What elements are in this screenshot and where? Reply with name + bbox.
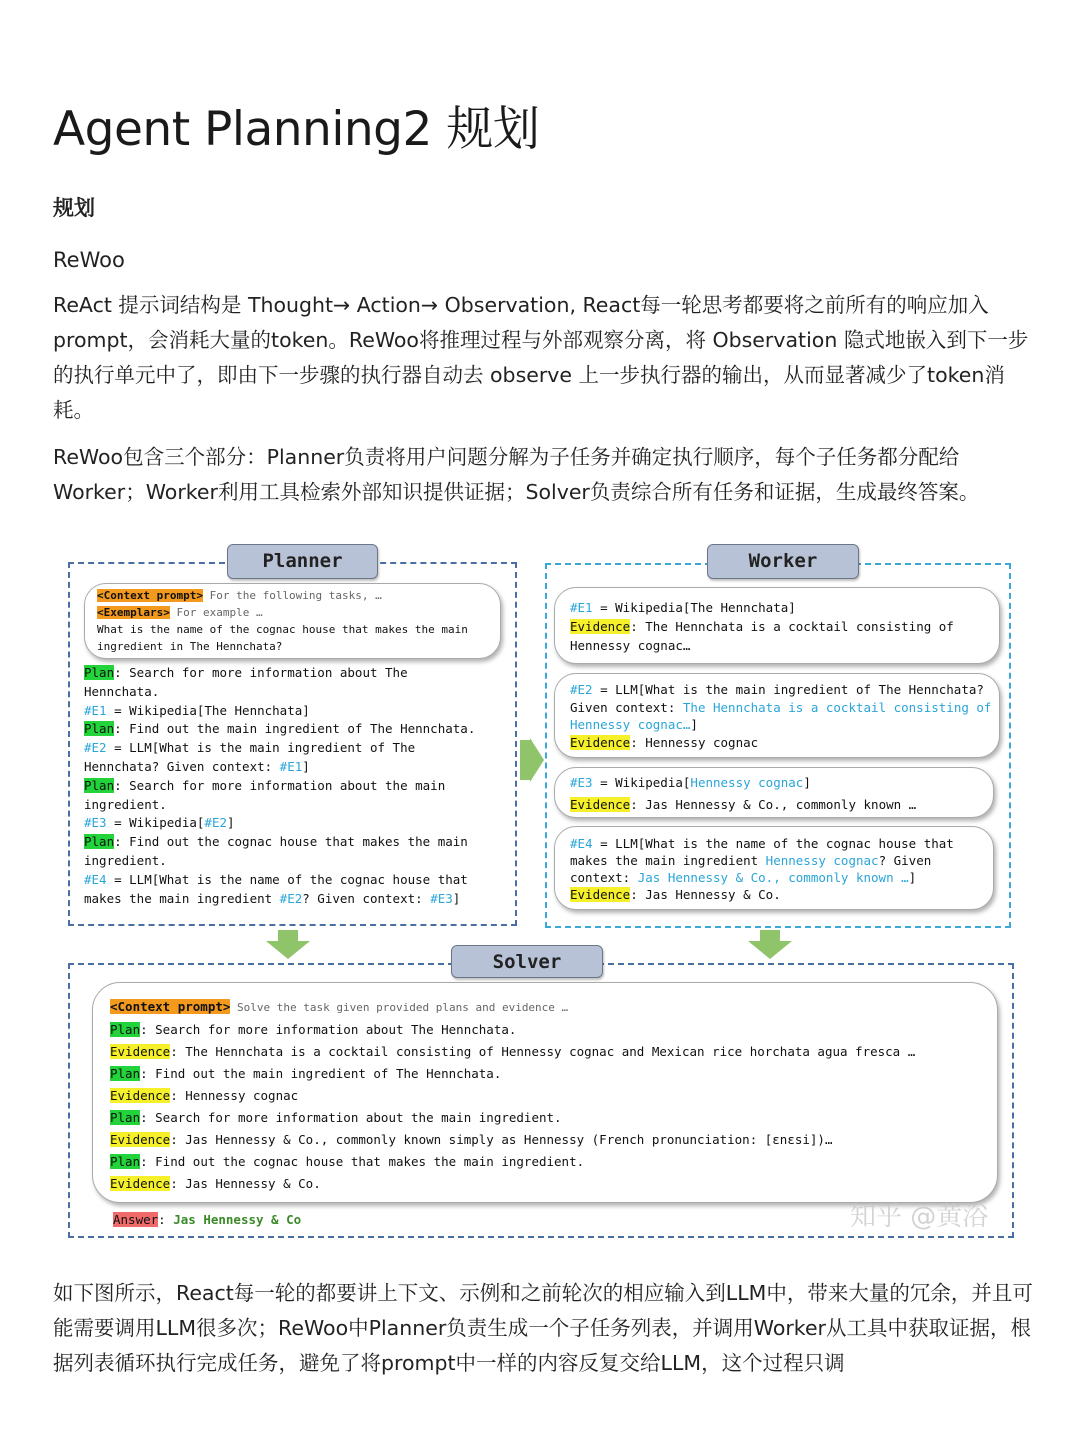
text-segment: Solve the task given provided plans and evidence … [230,1001,569,1014]
text-segment: : Jas Hennessy & Co. [630,887,781,902]
text-segment: : Jas Hennessy & Co., commonly known simply as Hennessy (French pronunciation: [ɛnɛsi])… [170,1132,833,1147]
text-line [84,833,475,852]
text-segment: ] [908,870,917,885]
text-line [110,1151,915,1173]
text-segment: makes the main ingredient [570,853,766,868]
text-segment: : Find out the cognac house that makes the main ingredient. [140,1154,585,1169]
text-line [570,869,954,886]
text-segment: Given context: [570,699,683,715]
text-line [110,1063,915,1085]
text-line [84,720,475,739]
text-line [97,638,468,655]
evidence-tag: Evidence [570,887,631,902]
paragraph-rewoo-parts: ReWoo包含三个部分：Planner负责将用户问题分解为子任务并确定执行顺序，每个子任务都分配给Worker；Worker利用工具检索外部知识提供证据；Solver负责综合所有任务和证据，生成最终答案。 [53,445,980,504]
plan-tag: Plan [110,1022,141,1037]
text-segment: ? Given [878,853,932,868]
text-segment: Hennessy cognac [765,853,879,868]
planner-context-text [97,587,468,655]
text-segment: #E2 [570,682,593,697]
text-segment: = LLM[What is the name of the cognac house that [106,871,468,887]
solver-answer [113,1211,301,1230]
text-line [570,772,916,794]
section-heading: 规划 [53,196,95,220]
text-line [84,683,475,702]
evidence-tag: Evidence [570,797,631,812]
text-line [570,734,991,752]
planner-plan-text [84,664,475,908]
text-segment: #E3 [430,890,453,906]
text-segment: = LLM[What is the name of the cognac house that [592,836,954,851]
prompt-tag: <Exemplars> [97,606,170,619]
text-segment: : Find out the main ingredient of The Hennchata. [140,1066,502,1081]
prompt-tag: <Context prompt> [110,999,231,1014]
text-line [570,636,954,655]
arrow-right-stem [520,740,530,780]
text-line [84,796,475,815]
text-segment: : Find out the main ingredient of The Hennchata. [114,721,476,737]
text-line [110,1041,915,1063]
solver-text [110,996,915,1195]
text-line [570,794,916,816]
text-line [570,617,954,636]
worker-e4-text [570,835,954,903]
text-segment: Jas Hennessy & Co [173,1212,302,1227]
text-line [110,1107,915,1129]
plan-tag: Plan [84,721,115,737]
text-line [570,835,954,852]
text-segment: : The Hennchata is a cocktail consisting of Hennessy cognac and Mexican rice horchata agua fresca … [170,1044,916,1059]
answer-tag: Answer [113,1212,159,1227]
text-segment: #E1 [84,702,107,718]
text-segment: : Search for more information about The Hennchata. [140,1022,517,1037]
evidence-tag: Evidence [110,1132,171,1147]
text-line [110,1173,915,1195]
text-segment: ingredient. [84,796,167,812]
text-segment: #E4 [84,871,107,887]
evidence-tag: Evidence [110,1088,171,1103]
text-segment: ingredient. [84,852,167,868]
text-line [110,1085,915,1107]
text-line [97,621,468,638]
evidence-tag: Evidence [110,1044,171,1059]
text-segment: #E2 [279,890,303,906]
evidence-tag: Evidence [110,1176,171,1191]
text-line [84,890,475,909]
worker-e3-text [570,772,916,816]
text-segment: The Hennchata is a cocktail consisting of [682,699,992,715]
text-segment: #E3 [84,815,107,831]
text-line [84,664,475,683]
planner-label: Planner [227,544,378,579]
plan-tag: Plan [110,1066,141,1081]
text-segment: : Jas Hennessy & Co., commonly known … [630,797,917,812]
subsection-heading: ReWoo [53,248,125,272]
text-segment: context: [570,870,638,885]
text-segment: #E3 [570,775,593,790]
text-line [570,699,991,717]
text-segment: = LLM[What is the main ingredient of The [106,740,416,756]
watermark: 知乎 @黄浴 [850,1202,989,1232]
text-segment: makes the main ingredient [84,890,280,906]
text-segment: Hennchata. [84,683,160,699]
text-segment: Jas Hennessy & Co., commonly known … [637,870,909,885]
text-line [110,1019,915,1041]
text-segment: = Wikipedia[The Hennchata] [592,600,796,615]
plan-tag: Plan [84,665,115,680]
text-segment: Hennessy cognac… [570,717,691,732]
text-segment: #E2 [84,740,107,756]
arrow-right-icon [530,738,544,782]
text-segment: What is the name of the cognac house that makes the main [97,623,468,636]
text-line [110,996,915,1019]
text-line [84,871,475,890]
text-line [84,702,475,721]
text-segment: : Jas Hennessy & Co. [170,1176,321,1191]
arrow-down-icon [266,941,310,959]
text-segment: : Find out the cognac house that makes the main [114,834,468,850]
paragraph-figure-explanation: 如下图所示，React每一轮的都要讲上下文、示例和之前轮次的相应输入到LLM中，带来大量的冗余，并且可能需要调用LLM很多次；ReWoo中Planner负责生成一个子任务列表，并调用Worker从工具中获取证据，根据列表循环执行完成任务，避免了将prompt中一样的内容反复交给LLM，这个过程只调 [53,1281,1033,1375]
text-line [84,777,475,796]
text-line [570,598,954,617]
text-line [570,852,954,869]
text-line [570,681,991,699]
prompt-tag: <Context prompt> [97,589,203,602]
text-segment: For the following tasks, … [202,589,382,602]
text-segment: = Wikipedia[ [106,815,205,831]
page-title: Agent Planning2 规划 [53,102,540,157]
text-segment: : Hennessy cognac [630,734,759,750]
text-segment: ] [690,717,698,732]
text-segment: Hennchata? Given context: [84,758,280,774]
text-line [97,587,468,604]
text-segment: #E2 [204,815,227,831]
text-segment: = Wikipedia[ [592,775,691,790]
evidence-tag: Evidence [570,734,631,750]
text-segment: ] [227,815,235,831]
paragraph-react-vs-rewoo: ReAct 提示词结构是 Thought→ Action→ Observation, React每一轮思考都要将之前所有的响应加入prompt，会消耗大量的token。ReWoo将推理过程与外部观察分离，将 Observation 隐式地嵌入到下一步的执行单元中了，即由下一步骤的执行器自动去 observe 上一步执行器的输出，从而显著减少了token消耗。 [53,293,1029,422]
text-segment: Hennessy cognac [690,775,804,790]
text-segment: Hennessy cognac… [570,638,691,653]
text-segment: #E4 [570,836,593,851]
text-line [84,758,475,777]
text-segment: : Search for more information about The [114,665,408,680]
text-segment: For example … [169,606,263,619]
evidence-tag: Evidence [570,619,631,634]
text-segment: = LLM[What is the main ingredient of The Hennchata? [592,682,984,697]
text-segment: #E1 [570,600,593,615]
worker-label: Worker [707,544,859,579]
text-segment: : Hennessy cognac [170,1088,299,1103]
arrow-down-icon [748,941,792,959]
text-line [84,852,475,871]
text-segment: ingredient in The Hennchata? [97,640,283,653]
solver-label: Solver [451,945,603,978]
text-segment: = Wikipedia[The Hennchata] [106,702,310,718]
text-segment: : Search for more information about the main [114,777,446,793]
text-segment: ] [302,758,310,774]
worker-e1-text [570,598,954,655]
text-line [113,1211,301,1230]
text-segment: ] [452,890,461,906]
text-segment: #E1 [279,758,303,774]
text-segment: : The Hennchata is a cocktail consisting of [630,619,954,634]
worker-e2-text [570,681,991,751]
text-segment: ? Given context: [302,890,431,906]
plan-tag: Plan [110,1154,141,1169]
text-line [84,814,475,833]
plan-tag: Plan [84,834,115,850]
text-segment: : [158,1212,174,1227]
text-line [84,739,475,758]
text-line [570,886,954,903]
text-segment: ] [803,775,811,790]
plan-tag: Plan [110,1110,141,1125]
text-line [110,1129,915,1151]
text-line [570,716,991,734]
plan-tag: Plan [84,777,115,793]
text-segment: : Search for more information about the main ingredient. [140,1110,562,1125]
text-line [97,604,468,621]
